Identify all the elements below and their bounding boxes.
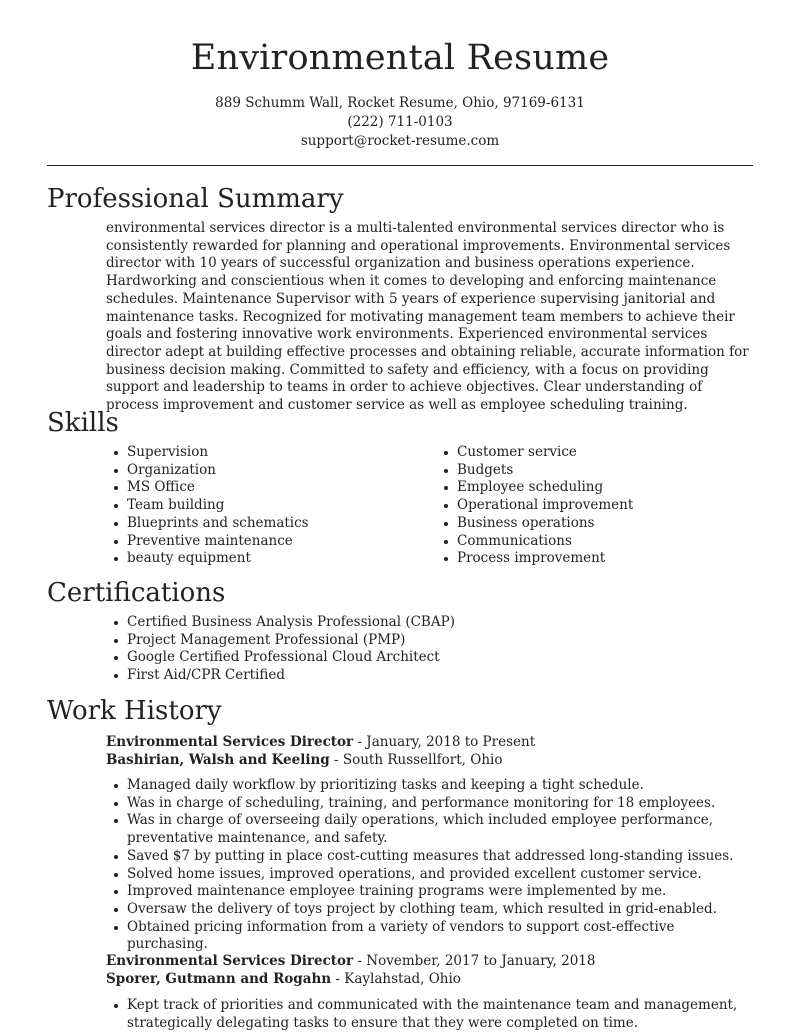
skill-item: beauty equipment bbox=[106, 550, 426, 568]
skill-item: Supervision bbox=[106, 444, 426, 462]
duty-item: Saved $7 by putting in place cost-cutting measures that addressed long-standing issues. bbox=[106, 848, 756, 866]
certifications-list bbox=[106, 614, 746, 685]
job-role: Environmental Services Director bbox=[106, 734, 354, 750]
job-company: Sporer, Gutmann and Rogahn bbox=[106, 971, 332, 987]
certification-item: Google Certified Professional Cloud Architect bbox=[106, 649, 746, 667]
skill-item: Communications bbox=[436, 533, 756, 551]
job-duties-list bbox=[106, 997, 756, 1032]
skill-item: Preventive maintenance bbox=[106, 533, 426, 551]
job-company-line bbox=[106, 751, 535, 769]
skill-item: Operational improvement bbox=[436, 497, 756, 515]
job-dates: - November, 2017 to January, 2018 bbox=[353, 953, 596, 969]
skills-list-right bbox=[436, 444, 756, 568]
job-dates: - January, 2018 to Present bbox=[353, 734, 536, 750]
skills-heading: Skills bbox=[47, 408, 119, 438]
skill-item: Organization bbox=[106, 462, 426, 480]
job-company-line bbox=[106, 970, 595, 988]
skill-item: Customer service bbox=[436, 444, 756, 462]
job-header bbox=[106, 952, 595, 988]
phone: (222) 711-0103 bbox=[347, 114, 453, 130]
summary-text: environmental services director is a multi-talented environmental services director who is consistently rewarded for planning and operational improvements. Environmental services director with 10 years of successful organization and business operations experience. Hardworking and conscientious when it comes to developing and enforcing maintenance schedules. Maintenance Supervisor with 5 years of experience supervising janitorial and maintenance tasks. Recognized for motivating management team members to achieve their goals and fostering innovative work environments. Experienced environmental services director adept at building effective processes and obtaining reliable, accurate information for business decision making. Committed to safety and efficiency, with a focus on providing support and leadership to teams in order to achieve objectives. Clear understanding of process improvement and customer service as well as employee scheduling training. bbox=[106, 220, 749, 414]
job-title-line bbox=[106, 733, 535, 751]
job-header bbox=[106, 733, 535, 769]
certifications-heading: Certifications bbox=[47, 578, 226, 608]
skill-item: Team building bbox=[106, 497, 426, 515]
job-duties-list bbox=[106, 777, 756, 954]
duty-item: Obtained pricing information from a variety of vendors to support cost-effective purchasing. bbox=[106, 919, 756, 954]
header-divider bbox=[47, 165, 753, 166]
duty-item: Was in charge of overseeing daily operations, which included employee performance, preventative maintenance, and safety. bbox=[106, 812, 756, 847]
skill-item: Employee scheduling bbox=[436, 479, 756, 497]
job-company: Bashirian, Walsh and Keeling bbox=[106, 752, 330, 768]
skills-list-left bbox=[106, 444, 426, 568]
duty-item: Improved maintenance employee training programs were implemented by me. bbox=[106, 883, 756, 901]
job-title-line bbox=[106, 952, 595, 970]
contact-block bbox=[0, 94, 800, 151]
skill-item: Business operations bbox=[436, 515, 756, 533]
skill-item: Blueprints and schematics bbox=[106, 515, 426, 533]
certification-item: First Aid/CPR Certified bbox=[106, 667, 746, 685]
skill-item: Budgets bbox=[436, 462, 756, 480]
duty-item: Kept track of priorities and communicated with the maintenance team and management, strategically delegating tasks to ensure that they were completed on time. bbox=[106, 997, 756, 1032]
job-location: - South Russellfort, Ohio bbox=[329, 752, 503, 768]
candidate-name: Environmental Resume bbox=[190, 38, 610, 78]
certification-item: Certified Business Analysis Professional (CBAP) bbox=[106, 614, 746, 632]
summary-heading: Professional Summary bbox=[47, 184, 344, 214]
skill-item: MS Office bbox=[106, 479, 426, 497]
address: 889 Schumm Wall, Rocket Resume, Ohio, 97169-6131 bbox=[215, 95, 585, 111]
job-location: - Kaylahstad, Ohio bbox=[331, 971, 461, 987]
duty-item: Solved home issues, improved operations, and provided excellent customer service. bbox=[106, 866, 756, 884]
certification-item: Project Management Professional (PMP) bbox=[106, 632, 746, 650]
duty-item: Oversaw the delivery of toys project by clothing team, which resulted in grid-enabled. bbox=[106, 901, 756, 919]
duty-item: Managed daily workflow by prioritizing tasks and keeping a tight schedule. bbox=[106, 777, 756, 795]
email: support@rocket-resume.com bbox=[300, 133, 500, 149]
job-role: Environmental Services Director bbox=[106, 953, 354, 969]
work-history-heading: Work History bbox=[47, 696, 222, 726]
duty-item: Was in charge of scheduling, training, and performance monitoring for 18 employees. bbox=[106, 795, 756, 813]
skill-item: Process improvement bbox=[436, 550, 756, 568]
